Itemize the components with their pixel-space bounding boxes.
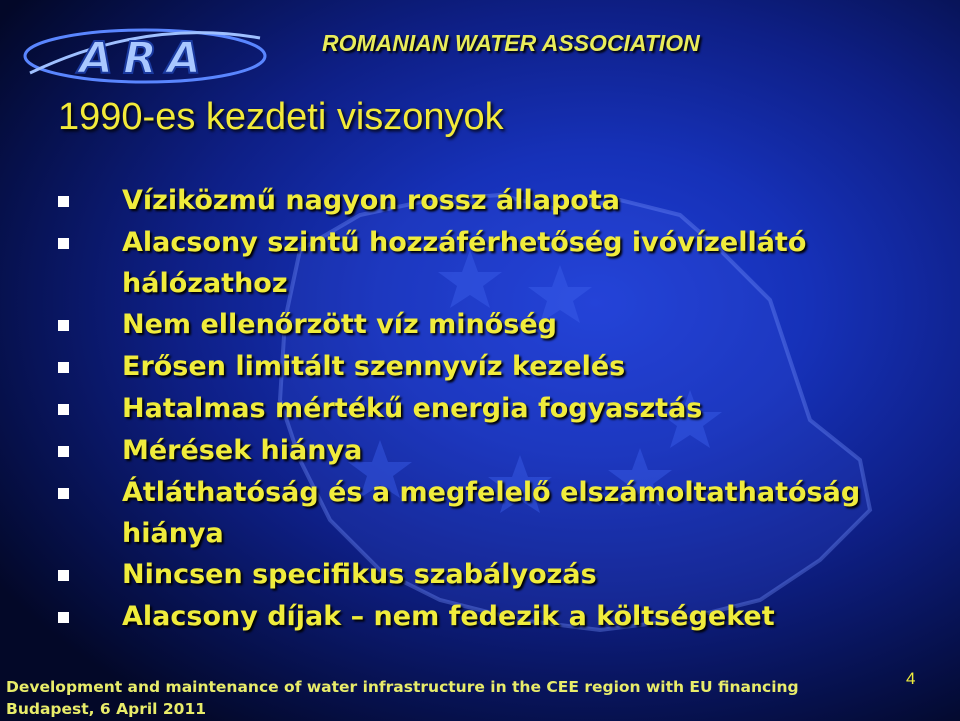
bullet-item [58,222,938,304]
ara-logo [20,18,270,90]
association-name: ROMANIAN WATER ASSOCIATION [322,30,700,56]
page-number: 4 [906,669,916,688]
footer-date-location: Budapest, 6 April 2011 [6,700,207,718]
bullet-item [58,554,938,596]
svg-text:ARA: ARA [79,33,211,84]
bullet-list [58,180,938,638]
bullet-text: Alacsony szintű hozzáférhetőség ivóvízellátó hálózathoz [122,227,807,299]
bullet-text: Víziközmű nagyon rossz állapota [122,185,620,216]
square-bullet-icon [58,196,69,207]
bullet-item [58,596,938,638]
square-bullet-icon [58,362,69,373]
square-bullet-icon [58,404,69,415]
square-bullet-icon [58,446,69,457]
bullet-text: Hatalmas mértékű energia fogyasztás [122,393,703,424]
bullet-text: Nem ellenőrzött víz minőség [122,309,557,340]
bullet-item [58,180,938,222]
square-bullet-icon [58,570,69,581]
bullet-item [58,472,938,554]
bullet-text: Alacsony díjak – nem fedezik a költségeket [122,601,775,632]
square-bullet-icon [58,612,69,623]
footer [6,676,799,720]
footer-event-title: Development and maintenance of water infrastructure in the CEE region with EU financing [6,678,799,696]
slide-title: 1990-es kezdeti viszonyok [58,96,504,138]
square-bullet-icon [58,320,69,331]
bullet-text: Erősen limitált szennyvíz kezelés [122,351,626,382]
bullet-text: Mérések hiánya [122,435,363,466]
bullet-item [58,430,938,472]
bullet-text: Nincsen specifikus szabályozás [122,559,597,590]
bullet-item [58,388,938,430]
bullet-item [58,346,938,388]
square-bullet-icon [58,238,69,249]
bullet-item [58,304,938,346]
bullet-text: Átláthatóság és a megfelelő elszámoltathatóság hiánya [122,477,861,549]
square-bullet-icon [58,488,69,499]
